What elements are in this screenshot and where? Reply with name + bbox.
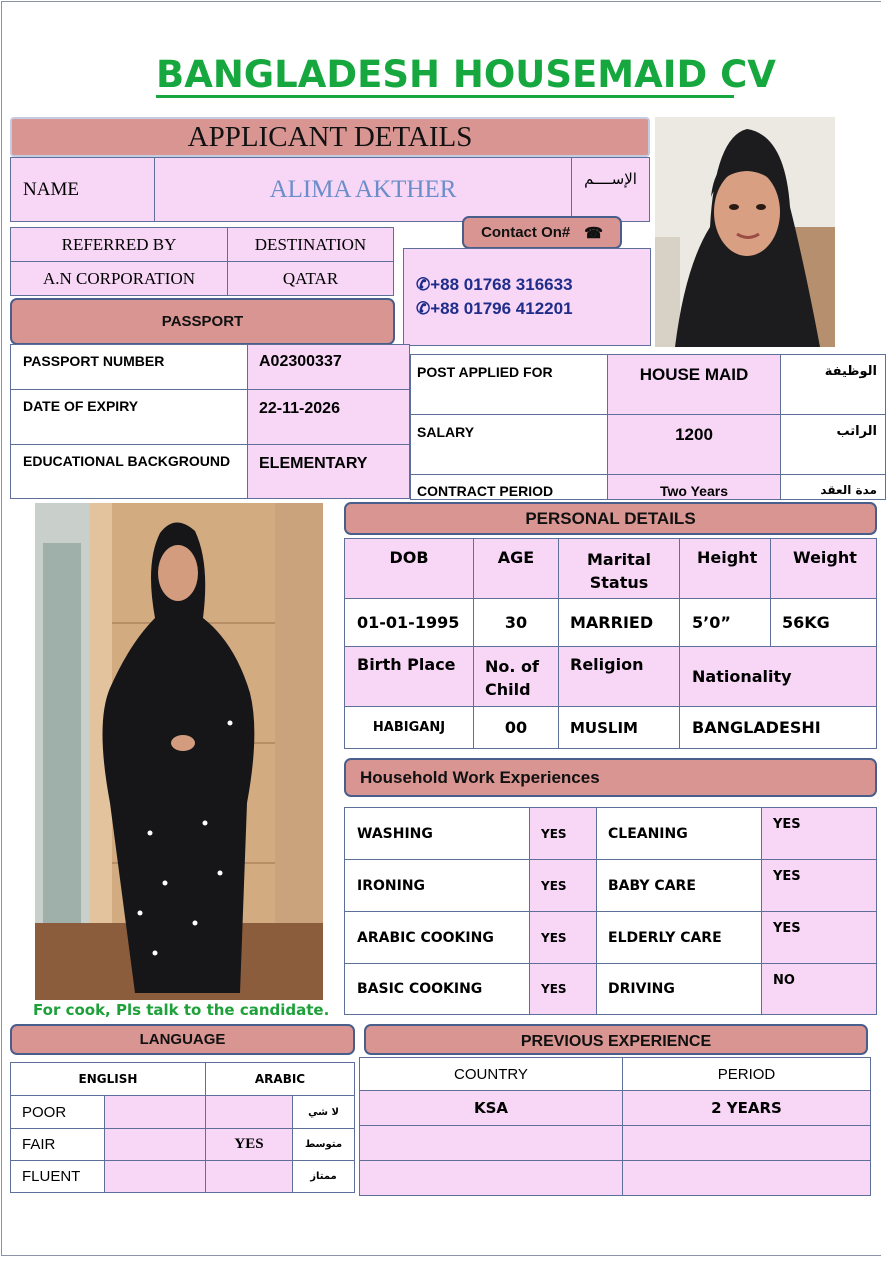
task-label: DRIVING — [596, 963, 762, 1015]
previous-country-cell — [359, 1160, 623, 1196]
passport-number-value: A02300337 — [247, 344, 410, 390]
destination-label: DESTINATION — [227, 227, 394, 262]
marital-status-label: Marital Status — [558, 538, 680, 599]
language-english-cell — [104, 1160, 206, 1193]
religion-value: MUSLIM — [558, 706, 680, 749]
age-value: 30 — [473, 598, 559, 647]
phone-icon: ✆ — [416, 299, 431, 318]
previous-period-cell — [622, 1125, 871, 1161]
age-label: AGE — [473, 538, 559, 599]
language-level-arabic: ممتاز — [292, 1160, 355, 1193]
task-value: YES — [761, 911, 877, 964]
previous-col-country: COUNTRY — [359, 1057, 623, 1091]
language-english-cell — [104, 1128, 206, 1161]
height-value: 5’0” — [679, 598, 771, 647]
dob-value: 01-01-1995 — [344, 598, 474, 647]
weight-label: Weight — [770, 538, 877, 599]
destination-value: QATAR — [227, 261, 394, 296]
contract-period-arabic: مدة العقد — [780, 474, 886, 500]
task-value: NO — [761, 963, 877, 1015]
salary-value: 1200 — [607, 414, 781, 475]
cook-note: For cook, Pls talk to the candidate. — [33, 1001, 330, 1019]
contact-header — [462, 216, 622, 249]
birth-place-label: Birth Place — [344, 646, 474, 707]
task-label: BASIC COOKING — [344, 963, 530, 1015]
language-col-english: ENGLISH — [10, 1062, 206, 1096]
nationality-value: BANGLADESHI — [679, 706, 877, 749]
language-english-cell — [104, 1095, 206, 1129]
language-level-arabic: متوسط — [292, 1128, 355, 1161]
task-value: YES — [529, 963, 597, 1015]
language-level: FAIR — [10, 1128, 105, 1161]
marital-status-value: MARRIED — [558, 598, 680, 647]
previous-col-period: PERIOD — [622, 1057, 871, 1091]
weight-value: 56KG — [770, 598, 877, 647]
expiry-label: DATE OF EXPIRY — [10, 389, 248, 445]
salary-arabic: الراتب — [780, 414, 886, 475]
contact-label: Contact On# — [481, 224, 571, 241]
applicant-details-header: APPLICANT DETAILS — [10, 117, 650, 157]
previous-period-cell: 2 YEARS — [622, 1090, 871, 1126]
language-arabic-cell — [205, 1160, 293, 1193]
task-value: YES — [529, 911, 597, 964]
task-label: CLEANING — [596, 807, 762, 860]
household-header: Household Work Experiences — [344, 758, 877, 797]
height-label: Height — [679, 538, 771, 599]
passport-number-label: PASSPORT NUMBER — [10, 344, 248, 390]
full-body-illustration — [35, 503, 323, 1000]
task-label: WASHING — [344, 807, 530, 860]
portrait-illustration — [655, 117, 835, 347]
language-level: POOR — [10, 1095, 105, 1129]
task-value: YES — [529, 859, 597, 912]
task-label: IRONING — [344, 859, 530, 912]
task-value: YES — [761, 859, 877, 912]
phone-number: ✆+88 01796 412201 — [416, 299, 573, 318]
previous-country-cell: KSA — [359, 1090, 623, 1126]
birth-place-value: HABIGANJ — [344, 706, 474, 749]
portrait-photo — [655, 117, 835, 347]
name-label-arabic: الإســــم — [571, 157, 650, 222]
task-label: BABY CARE — [596, 859, 762, 912]
task-value: YES — [529, 807, 597, 860]
language-arabic-cell — [205, 1095, 293, 1129]
previous-period-cell — [622, 1160, 871, 1196]
post-applied-arabic: الوظيفة — [780, 354, 886, 415]
language-level: FLUENT — [10, 1160, 105, 1193]
contract-period-value: Two Years — [607, 474, 781, 500]
education-label: EDUCATIONAL BACKGROUND — [10, 444, 248, 499]
children-value: 00 — [473, 706, 559, 749]
previous-country-cell — [359, 1125, 623, 1161]
phone-icon: ☎ — [584, 224, 603, 242]
language-header: LANGUAGE — [10, 1024, 355, 1055]
contact-box — [403, 248, 651, 346]
personal-details-header: PERSONAL DETAILS — [344, 502, 877, 535]
page-title: BANGLADESH HOUSEMAID CV — [156, 53, 776, 96]
post-applied-value: HOUSE MAID — [607, 354, 781, 415]
dob-label: DOB — [344, 538, 474, 599]
education-value: ELEMENTARY — [247, 444, 410, 499]
phone-icon: ✆ — [416, 275, 431, 294]
passport-header: PASSPORT — [10, 298, 395, 345]
task-label: ARABIC COOKING — [344, 911, 530, 964]
referred-by-label: REFERRED BY — [10, 227, 228, 262]
religion-label: Religion — [558, 646, 680, 707]
previous-experience-header: PREVIOUS EXPERIENCE — [364, 1024, 868, 1055]
language-col-arabic: ARABIC — [205, 1062, 355, 1096]
phone-number: ✆+88 01768 316633 — [416, 275, 573, 294]
children-label: No. of Child — [473, 646, 559, 707]
nationality-label: Nationality — [679, 646, 877, 707]
language-arabic-cell: YES — [205, 1128, 293, 1161]
salary-label: SALARY — [410, 414, 608, 475]
task-label: ELDERLY CARE — [596, 911, 762, 964]
task-value: YES — [761, 807, 877, 860]
expiry-value: 22-11-2026 — [247, 389, 410, 445]
language-level-arabic: لا شي — [292, 1095, 355, 1129]
contract-period-label: CONTRACT PERIOD — [410, 474, 608, 500]
referred-by-value: A.N CORPORATION — [10, 261, 228, 296]
full-body-photo — [35, 503, 323, 1000]
post-applied-label: POST APPLIED FOR — [410, 354, 608, 415]
name-value: ALIMA AKTHER — [154, 157, 572, 222]
name-label: NAME — [10, 157, 155, 222]
